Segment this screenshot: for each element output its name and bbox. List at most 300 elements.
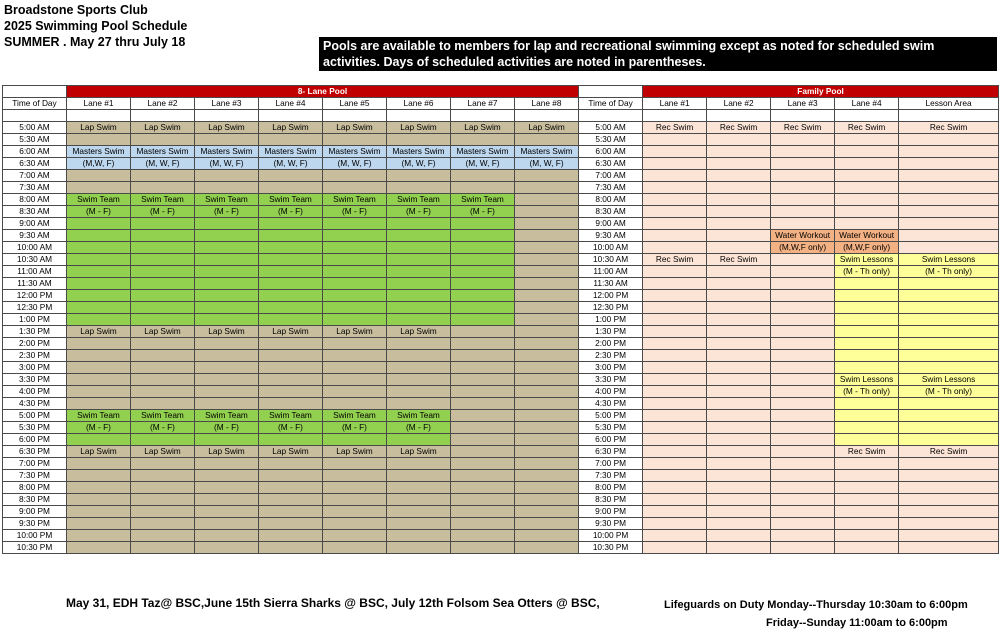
- family-lane-4-cell: [835, 470, 899, 482]
- spacer-cell: [707, 110, 771, 122]
- family-lane-3-cell: [771, 434, 835, 446]
- time-of-day: 7:00 AM: [579, 170, 643, 182]
- family-lane-4-cell: [835, 326, 899, 338]
- lesson-area-cell: [899, 158, 999, 170]
- lane-3-cell: [195, 398, 259, 410]
- lane-5-cell: [323, 530, 387, 542]
- time-of-day: 12:30 PM: [579, 302, 643, 314]
- lane-6-cell: [387, 242, 451, 254]
- lane-6-cell: [387, 182, 451, 194]
- table-row: [3, 170, 999, 182]
- time-of-day: 10:30 PM: [3, 542, 67, 554]
- lane-3-cell: [195, 434, 259, 446]
- lane-7-cell: [451, 290, 515, 302]
- lane-5-cell: Lap Swim: [323, 446, 387, 458]
- spacer-cell: [835, 110, 899, 122]
- family-lane-2-cell: Rec Swim: [707, 254, 771, 266]
- lane-1-cell: [67, 434, 131, 446]
- lesson-area-cell: [899, 182, 999, 194]
- lane-7-cell: [451, 314, 515, 326]
- family-lane-4-cell: Rec Swim: [835, 122, 899, 134]
- time-of-day: 5:30 AM: [579, 134, 643, 146]
- time-of-day: 8:00 AM: [3, 194, 67, 206]
- lane-3-cell: [195, 242, 259, 254]
- lesson-area-cell: (M - Th only): [899, 266, 999, 278]
- family-lane-3-cell: [771, 518, 835, 530]
- family-lane-4-cell: [835, 458, 899, 470]
- lane-4-cell: [259, 518, 323, 530]
- lesson-area-cell: [899, 506, 999, 518]
- lesson-area-cell: Swim Lessons: [899, 254, 999, 266]
- table-row: [3, 218, 999, 230]
- spacer-cell: [323, 110, 387, 122]
- lane-3-cell: [195, 134, 259, 146]
- time-of-day: 5:30 AM: [3, 134, 67, 146]
- lane-6-cell: [387, 542, 451, 554]
- family-lane-3-cell: [771, 470, 835, 482]
- family-lane-2-cell: Rec Swim: [707, 122, 771, 134]
- lane-4-cell: Lap Swim: [259, 326, 323, 338]
- family-lane-1-cell: Rec Swim: [643, 254, 707, 266]
- lane-1-cell: [67, 470, 131, 482]
- family-lane-3-cell: [771, 482, 835, 494]
- table-row: [3, 266, 999, 278]
- lane-8-cell: [515, 230, 579, 242]
- lane-1-cell: (M - F): [67, 422, 131, 434]
- lane-7-cell: (M - F): [451, 206, 515, 218]
- lesson-area-cell: [899, 170, 999, 182]
- family-lane-1-cell: [643, 482, 707, 494]
- lane-8-cell: [515, 266, 579, 278]
- family-lane-1-cell: [643, 530, 707, 542]
- family-lane-3-cell: [771, 290, 835, 302]
- family-lane-2-cell: [707, 302, 771, 314]
- table-row: [3, 182, 999, 194]
- lane-3-cell: [195, 314, 259, 326]
- lane-3-cell: Lap Swim: [195, 446, 259, 458]
- time-of-day: 6:30 PM: [579, 446, 643, 458]
- family-lane-2-cell: [707, 170, 771, 182]
- lane-6-cell: [387, 278, 451, 290]
- time-of-day: 9:00 AM: [3, 218, 67, 230]
- family-lane-2-cell: [707, 278, 771, 290]
- lane-8-cell: [515, 434, 579, 446]
- lesson-area-cell: [899, 458, 999, 470]
- lane-3-cell: [195, 518, 259, 530]
- lane-8-cell: [515, 278, 579, 290]
- time-of-day: 11:00 AM: [579, 266, 643, 278]
- lane-7-cell: [451, 230, 515, 242]
- lane-3-cell: [195, 530, 259, 542]
- lesson-area-cell: Rec Swim: [899, 122, 999, 134]
- time-of-day: 1:30 PM: [3, 326, 67, 338]
- family-lane-1-cell: [643, 458, 707, 470]
- family-lane-4-cell: [835, 530, 899, 542]
- lane-4-cell: [259, 338, 323, 350]
- lane-3-cell: [195, 278, 259, 290]
- lesson-area-cell: [899, 518, 999, 530]
- lane-2-cell: [131, 254, 195, 266]
- table-row: [3, 158, 999, 170]
- family-lane-4-cell: [835, 290, 899, 302]
- lane-3-cell: [195, 290, 259, 302]
- eight-lane-pool-title: 8- Lane Pool: [67, 86, 579, 98]
- lane-7-cell: [451, 482, 515, 494]
- family-lane-3-cell: [771, 506, 835, 518]
- lane-2-cell: [131, 170, 195, 182]
- lane-4-cell: [259, 254, 323, 266]
- family-lane-1-cell: [643, 434, 707, 446]
- lane-2-cell: [131, 302, 195, 314]
- lane-3-cell: [195, 386, 259, 398]
- spacer-cell: [579, 86, 643, 98]
- family-lane-4-cell: [835, 146, 899, 158]
- lane-1-cell: [67, 506, 131, 518]
- time-of-day: 1:00 PM: [579, 314, 643, 326]
- lane-2-cell: [131, 434, 195, 446]
- lesson-area-cell: [899, 410, 999, 422]
- lane-4-cell: [259, 182, 323, 194]
- time-of-day: 9:00 AM: [579, 218, 643, 230]
- family-lane-4-cell: [835, 194, 899, 206]
- lane-2-cell: [131, 314, 195, 326]
- lane-2-cell: [131, 542, 195, 554]
- lane-2-cell: (M, W, F): [131, 158, 195, 170]
- lane-2-cell: (M - F): [131, 206, 195, 218]
- family-lane-1-cell: [643, 146, 707, 158]
- lane-1-cell: [67, 230, 131, 242]
- family-lane-3-cell: Water Workout: [771, 230, 835, 242]
- lane-8-cell: [515, 254, 579, 266]
- table-row: [3, 206, 999, 218]
- family-lane-3-cell: [771, 134, 835, 146]
- lane-5-cell: [323, 134, 387, 146]
- table-row: [3, 374, 999, 386]
- lane-4-cell: [259, 350, 323, 362]
- lane-5-cell: [323, 482, 387, 494]
- family-lane-2-cell: [707, 134, 771, 146]
- lane-8-cell: Masters Swim: [515, 146, 579, 158]
- lane-8-cell: [515, 218, 579, 230]
- family-lane-1-cell: [643, 422, 707, 434]
- lane-6-cell: [387, 458, 451, 470]
- lane-7-cell: [451, 446, 515, 458]
- family-lane-4-cell: Water Workout: [835, 230, 899, 242]
- lane-7-cell: [451, 518, 515, 530]
- lane-4-cell: [259, 290, 323, 302]
- lesson-area-cell: [899, 482, 999, 494]
- family-lane-3-cell: [771, 362, 835, 374]
- lane-8-cell: [515, 542, 579, 554]
- lane-1-cell: Swim Team: [67, 410, 131, 422]
- lane-5-cell: [323, 506, 387, 518]
- family-lane-2-cell: [707, 194, 771, 206]
- lane-8-cell: Lap Swim: [515, 122, 579, 134]
- lane-1-cell: Lap Swim: [67, 446, 131, 458]
- lane-3-cell: [195, 230, 259, 242]
- lane-2-cell: Lap Swim: [131, 326, 195, 338]
- family-lane-2-cell: [707, 266, 771, 278]
- family-lane-4-cell: [835, 158, 899, 170]
- family-lane-2-cell: [707, 410, 771, 422]
- lane-6-cell: [387, 530, 451, 542]
- lane-7-cell: [451, 338, 515, 350]
- family-lane-1-cell: [643, 326, 707, 338]
- lane-6-cell: Lap Swim: [387, 326, 451, 338]
- lane-7-cell: Masters Swim: [451, 146, 515, 158]
- lane-5-cell: Masters Swim: [323, 146, 387, 158]
- time-of-day: 9:00 PM: [3, 506, 67, 518]
- family-lane-3-cell: [771, 398, 835, 410]
- lane-4-cell: Swim Team: [259, 410, 323, 422]
- family-lane-1-cell: [643, 350, 707, 362]
- family-lane-2-cell: [707, 326, 771, 338]
- family-lane-4-cell: [835, 398, 899, 410]
- time-of-day: 11:30 AM: [579, 278, 643, 290]
- family-lane-2-cell: [707, 530, 771, 542]
- lesson-area-cell: (M - Th only): [899, 386, 999, 398]
- family-lane-3-cell: [771, 194, 835, 206]
- schedule-title: 2025 Swimming Pool Schedule: [4, 19, 188, 33]
- lane-3-cell: [195, 338, 259, 350]
- lane-5-cell: [323, 470, 387, 482]
- lesson-area-cell: [899, 398, 999, 410]
- lane-5-cell: (M - F): [323, 422, 387, 434]
- lane-2-cell: [131, 482, 195, 494]
- family-lane-1-cell: [643, 266, 707, 278]
- table-row: [3, 494, 999, 506]
- time-of-day: 8:00 AM: [579, 194, 643, 206]
- lane-6-cell: [387, 254, 451, 266]
- lane-7-cell: [451, 494, 515, 506]
- lane-6-cell: [387, 314, 451, 326]
- time-of-day: 9:30 PM: [3, 518, 67, 530]
- lane-1-cell: [67, 398, 131, 410]
- lane-5-cell: [323, 542, 387, 554]
- lesson-area-cell: [899, 362, 999, 374]
- lane-3-cell: [195, 542, 259, 554]
- spacer-cell: [259, 110, 323, 122]
- lane-3-cell: Lap Swim: [195, 326, 259, 338]
- lane-3-cell: [195, 374, 259, 386]
- family-lane-3-cell: [771, 374, 835, 386]
- lesson-area-cell: [899, 146, 999, 158]
- lane-6-cell: [387, 398, 451, 410]
- lane-1-cell: Lap Swim: [67, 326, 131, 338]
- lane-6-cell: [387, 302, 451, 314]
- time-of-day: 5:30 PM: [3, 422, 67, 434]
- lane-2-cell: Lap Swim: [131, 122, 195, 134]
- lane-5-cell: [323, 182, 387, 194]
- lane-4-cell: [259, 242, 323, 254]
- family-lane-3-cell: [771, 314, 835, 326]
- family-col-header: Lane #1: [643, 98, 707, 110]
- family-lane-1-cell: Rec Swim: [643, 122, 707, 134]
- lane-7-cell: [451, 374, 515, 386]
- lane-8-cell: [515, 362, 579, 374]
- family-lane-2-cell: [707, 434, 771, 446]
- family-lane-1-cell: [643, 290, 707, 302]
- time-of-day: 10:30 AM: [579, 254, 643, 266]
- time-of-day: 5:00 PM: [579, 410, 643, 422]
- family-lane-4-cell: [835, 314, 899, 326]
- family-lane-1-cell: [643, 134, 707, 146]
- family-lane-2-cell: [707, 386, 771, 398]
- lane-5-cell: Swim Team: [323, 194, 387, 206]
- time-of-day: 8:00 PM: [579, 482, 643, 494]
- season-dates: SUMMER . May 27 thru July 18: [4, 35, 186, 49]
- lane-2-cell: [131, 518, 195, 530]
- family-lane-1-cell: [643, 542, 707, 554]
- lane-1-cell: [67, 218, 131, 230]
- lane-7-cell: [451, 254, 515, 266]
- family-lane-3-cell: [771, 266, 835, 278]
- lane-2-cell: [131, 362, 195, 374]
- lane-5-cell: [323, 218, 387, 230]
- time-of-day: 12:00 PM: [579, 290, 643, 302]
- lane-5-cell: (M - F): [323, 206, 387, 218]
- lane-5-cell: Lap Swim: [323, 326, 387, 338]
- lane-3-cell: [195, 458, 259, 470]
- lane-7-cell: [451, 470, 515, 482]
- lane-4-cell: [259, 218, 323, 230]
- spacer-cell: [643, 110, 707, 122]
- eight-lane-col-header: Time of Day: [3, 98, 67, 110]
- family-lane-1-cell: [643, 362, 707, 374]
- family-lane-4-cell: [835, 134, 899, 146]
- lesson-area-cell: [899, 134, 999, 146]
- table-row: [3, 290, 999, 302]
- family-lane-1-cell: [643, 182, 707, 194]
- lane-3-cell: Masters Swim: [195, 146, 259, 158]
- lane-3-cell: (M - F): [195, 422, 259, 434]
- lane-5-cell: [323, 230, 387, 242]
- family-lane-2-cell: [707, 458, 771, 470]
- family-lane-4-cell: [835, 410, 899, 422]
- lane-2-cell: [131, 290, 195, 302]
- time-of-day: 10:00 PM: [579, 530, 643, 542]
- family-lane-4-cell: [835, 182, 899, 194]
- lane-4-cell: [259, 278, 323, 290]
- lesson-area-cell: [899, 542, 999, 554]
- lane-4-cell: [259, 434, 323, 446]
- lane-2-cell: [131, 182, 195, 194]
- lane-5-cell: (M, W, F): [323, 158, 387, 170]
- lane-3-cell: [195, 494, 259, 506]
- lane-6-cell: [387, 518, 451, 530]
- time-of-day: 10:00 PM: [3, 530, 67, 542]
- lane-7-cell: [451, 362, 515, 374]
- lesson-area-cell: [899, 290, 999, 302]
- table-row: [3, 422, 999, 434]
- lane-7-cell: [451, 386, 515, 398]
- eight-lane-col-header: Lane #2: [131, 98, 195, 110]
- lane-3-cell: Lap Swim: [195, 122, 259, 134]
- family-lane-2-cell: [707, 146, 771, 158]
- lifeguard-weekday: Lifeguards on Duty Monday--Thursday 10:30am to 6:00pm: [664, 599, 968, 611]
- family-lane-3-cell: [771, 422, 835, 434]
- family-lane-2-cell: [707, 494, 771, 506]
- lesson-area-cell: [899, 434, 999, 446]
- lane-6-cell: [387, 290, 451, 302]
- lane-1-cell: [67, 374, 131, 386]
- time-of-day: 12:30 PM: [3, 302, 67, 314]
- time-of-day: 5:00 PM: [3, 410, 67, 422]
- family-lane-4-cell: Swim Lessons: [835, 254, 899, 266]
- lane-1-cell: [67, 338, 131, 350]
- header: [4, 2, 187, 50]
- family-lane-4-cell: [835, 170, 899, 182]
- family-lane-3-cell: [771, 254, 835, 266]
- family-lane-4-cell: [835, 494, 899, 506]
- lane-6-cell: [387, 338, 451, 350]
- lane-1-cell: [67, 254, 131, 266]
- family-lane-1-cell: [643, 194, 707, 206]
- lane-6-cell: (M - F): [387, 422, 451, 434]
- lesson-area-cell: [899, 218, 999, 230]
- time-of-day: 3:30 PM: [3, 374, 67, 386]
- family-lane-2-cell: [707, 446, 771, 458]
- lane-4-cell: [259, 542, 323, 554]
- lane-7-cell: [451, 134, 515, 146]
- lesson-area-cell: Rec Swim: [899, 446, 999, 458]
- lane-5-cell: [323, 266, 387, 278]
- family-lane-3-cell: [771, 386, 835, 398]
- lane-8-cell: [515, 326, 579, 338]
- lane-4-cell: [259, 170, 323, 182]
- family-lane-2-cell: [707, 290, 771, 302]
- family-lane-4-cell: [835, 350, 899, 362]
- lane-1-cell: [67, 458, 131, 470]
- lane-1-cell: [67, 242, 131, 254]
- family-col-header: Lesson Area: [899, 98, 999, 110]
- family-lane-3-cell: [771, 206, 835, 218]
- family-lane-3-cell: [771, 446, 835, 458]
- lane-5-cell: [323, 350, 387, 362]
- lane-7-cell: [451, 398, 515, 410]
- eight-lane-col-header: Lane #4: [259, 98, 323, 110]
- table-row: [3, 146, 999, 158]
- table-row: [3, 398, 999, 410]
- time-of-day: 10:00 AM: [3, 242, 67, 254]
- family-lane-1-cell: [643, 446, 707, 458]
- family-lane-1-cell: [643, 278, 707, 290]
- lane-5-cell: [323, 242, 387, 254]
- time-of-day: 4:00 PM: [579, 386, 643, 398]
- family-lane-4-cell: (M,W,F only): [835, 242, 899, 254]
- column-header-row: [3, 98, 999, 110]
- family-lane-3-cell: [771, 458, 835, 470]
- lesson-area-cell: [899, 326, 999, 338]
- lane-1-cell: (M - F): [67, 206, 131, 218]
- time-of-day: 4:30 PM: [579, 398, 643, 410]
- lane-3-cell: [195, 482, 259, 494]
- lane-8-cell: [515, 422, 579, 434]
- family-lane-2-cell: [707, 218, 771, 230]
- spacer-row: [3, 110, 999, 122]
- eight-lane-col-header: Lane #6: [387, 98, 451, 110]
- time-of-day: 7:30 PM: [3, 470, 67, 482]
- lane-4-cell: (M - F): [259, 422, 323, 434]
- time-of-day: 1:00 PM: [3, 314, 67, 326]
- family-lane-3-cell: [771, 158, 835, 170]
- lane-4-cell: [259, 482, 323, 494]
- time-of-day: 2:00 PM: [3, 338, 67, 350]
- family-lane-1-cell: [643, 218, 707, 230]
- lesson-area-cell: [899, 302, 999, 314]
- lane-4-cell: [259, 458, 323, 470]
- lane-1-cell: [67, 494, 131, 506]
